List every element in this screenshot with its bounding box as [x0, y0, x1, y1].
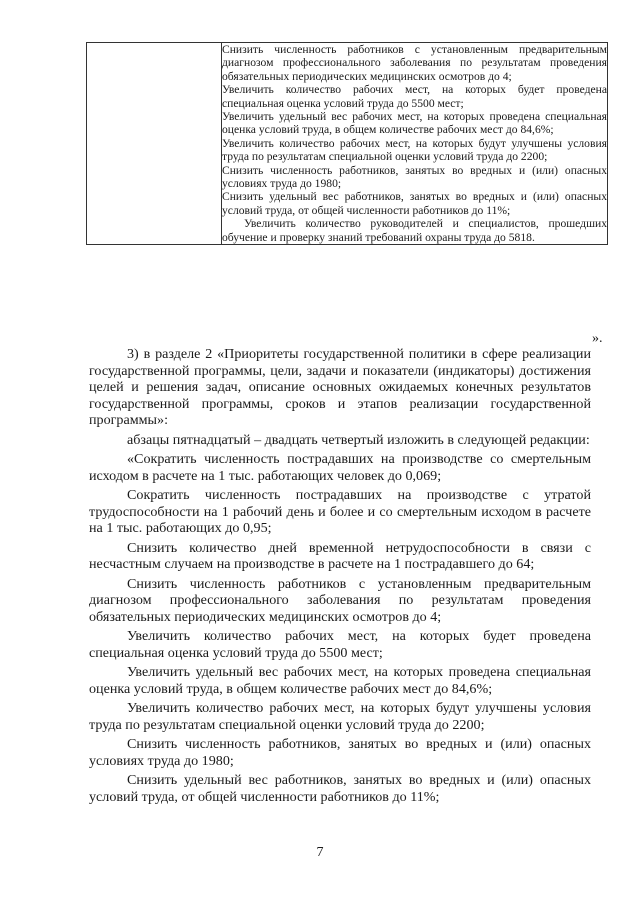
body-paragraph: Увеличить количество рабочих мест, на которых будут улучшены условия труда по результатам специальной оценки условий труда до 2200;	[89, 700, 591, 733]
closing-quote: ».	[592, 331, 603, 346]
table-cell-item: Снизить численность работников, занятых во вредных и (или) опасных условиях труда до 1980;	[222, 163, 607, 191]
body-paragraph: Снизить удельный вес работников, занятых во вредных и (или) опасных условий труда, от общей численности работников до 11%;	[89, 772, 591, 805]
table-cell-item: Снизить численность работников с установленным предварительным диагнозом профессионального заболевания по результатам проведения обязательных периодических медицинских осмотров до 4;	[222, 43, 607, 83]
body-paragraph: Увеличить удельный вес рабочих мест, на которых проведена специальная оценка условий труда, в общем количестве рабочих мест до 84,6%;	[89, 664, 591, 697]
body-paragraph: Снизить численность работников с установленным предварительным диагнозом профессионального заболевания по результатам проведения обязательных периодических медицинских осмотров до 4;	[89, 575, 591, 625]
body-paragraph: Сократить численность пострадавших на производстве с утратой трудоспособности на 1 рабочий день и более и со смертельным исходом в расчете на 1 тыс. работающих до 0,95;	[89, 487, 591, 536]
table-cell-item: Увеличить удельный вес рабочих мест, на которых проведена специальная оценка условий труда, в общем количестве рабочих мест до 84,6%;	[222, 110, 607, 137]
table-cell-item: Увеличить количество рабочих мест, на которых будут улучшены условия труда по результатам специальной оценки условий труда до 2200;	[222, 136, 607, 164]
body-paragraph: абзацы пятнадцатый – двадцать четвертый изложить в следующей редакции:	[127, 431, 590, 448]
body-text	[89, 346, 591, 805]
body-paragraph: 3) в разделе 2 «Приоритеты государственной политики в сфере реализации государственной программы, цели, задачи и показатели (индикаторы) достижения целей и решения задач, описание основных ожидаемых конечных результатов государственной программы, сроков и этапов реализации государственной программы»:	[89, 346, 591, 428]
page-number: 7	[316, 845, 324, 860]
indicator-table	[86, 42, 608, 245]
table-row	[87, 43, 608, 245]
table-cell-item: Снизить удельный вес работников, занятых во вредных и (или) опасных условий труда, от общей численности работников до 11%;	[222, 190, 607, 217]
table-cell-item: Увеличить количество руководителей и специалистов, прошедших обучение и проверку знаний требований охраны труда до 5818.	[222, 217, 607, 244]
body-paragraph: Снизить численность работников, занятых во вредных и (или) опасных условиях труда до 1980;	[89, 736, 591, 769]
body-paragraph: Увеличить количество рабочих мест, на которых будет проведена специальная оценка условий труда до 5500 мест;	[89, 628, 591, 661]
table-cell-item: Увеличить количество рабочих мест, на которых будет проведена специальная оценка условий труда до 5500 мест;	[222, 83, 607, 110]
table-cell-indicators	[222, 43, 608, 245]
body-paragraph: «Сократить численность пострадавших на производстве со смертельным исходом в расчете на 1 тыс. работающих человек до 0,069;	[89, 451, 591, 484]
body-paragraph: Снизить количество дней временной нетрудоспособности в связи с несчастным случаем на производстве в расчете на 1 пострадавшего до 64;	[89, 539, 591, 572]
table-cell-empty	[87, 43, 222, 245]
